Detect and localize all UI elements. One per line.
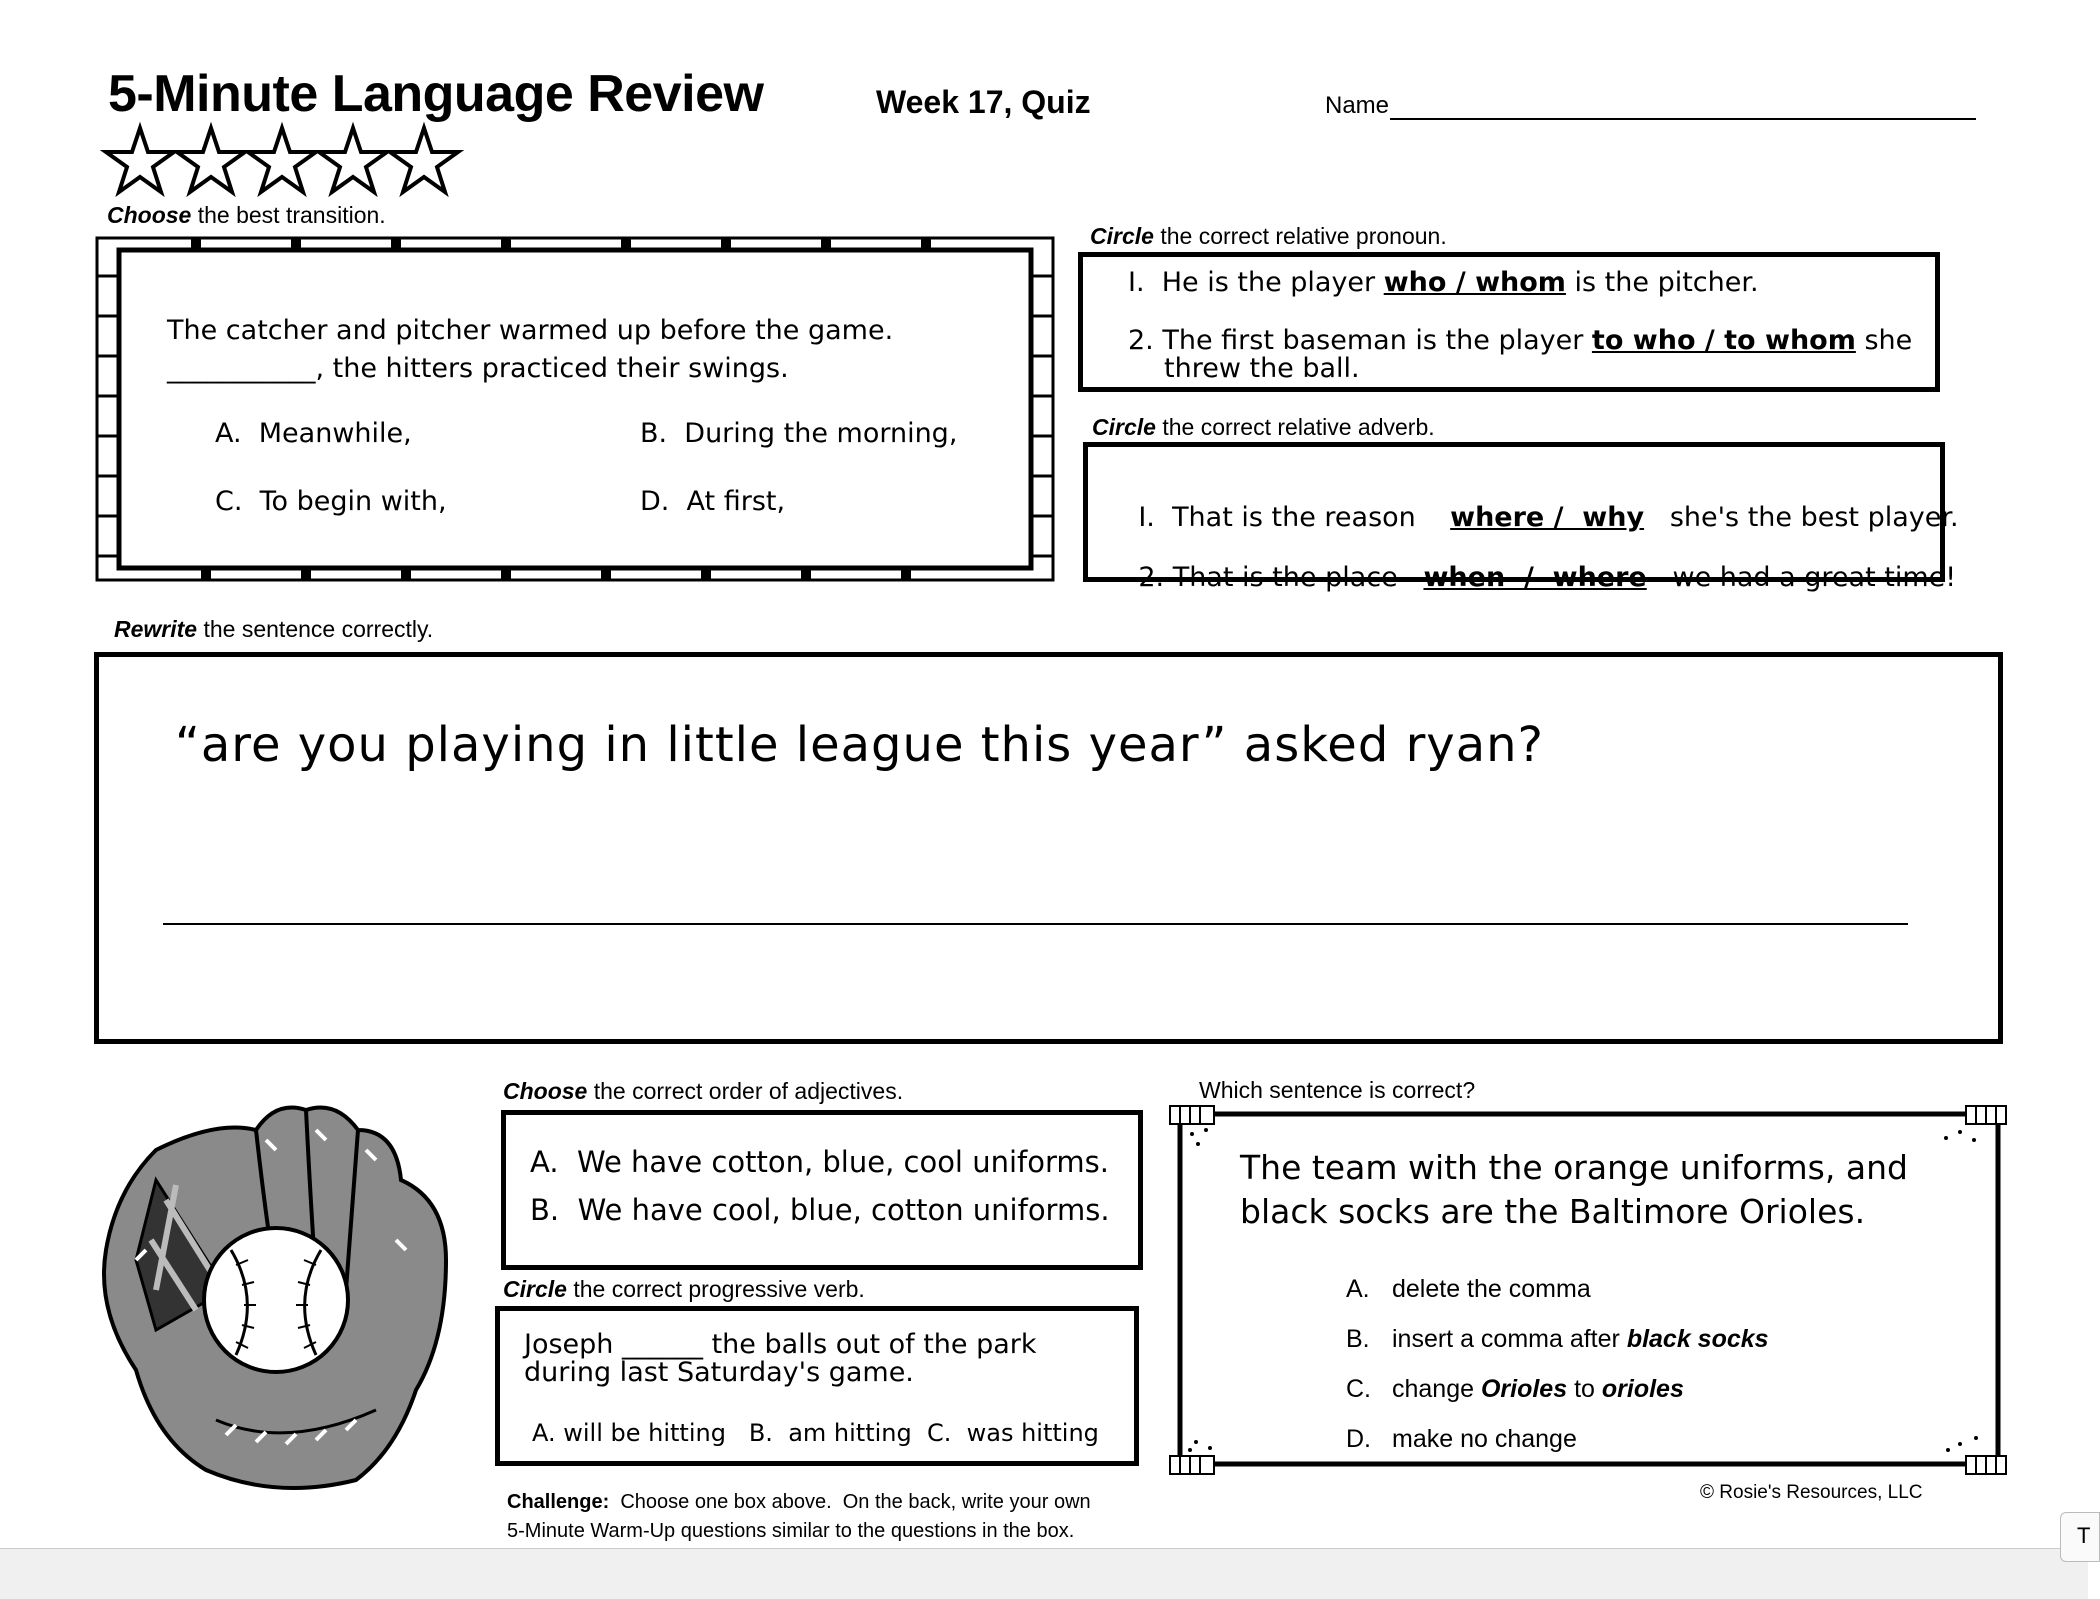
- star-icon: [177, 128, 245, 192]
- progressive-sentence: Joseph ______ the balls out of the park during last Saturday's game.: [524, 1329, 1037, 1388]
- pronoun-question-2: 2. The first baseman is the player to who / to whom she threw the ball.: [1128, 325, 1913, 384]
- pronoun-choice-2[interactable]: to who / to whom: [1591, 325, 1856, 356]
- correct-sentence-instruction: Which sentence is correct?: [1199, 1077, 1476, 1103]
- adverb-choice-2[interactable]: when / where: [1423, 562, 1647, 593]
- star-icon: [319, 128, 387, 192]
- week-label: Week 17, Quiz: [876, 84, 1091, 120]
- adjectives-option-a[interactable]: A. We have cotton, blue, cool uniforms.: [530, 1145, 1109, 1179]
- side-tab[interactable]: T: [2060, 1512, 2100, 1562]
- transition-box: [95, 236, 1055, 582]
- star-icon: [106, 128, 174, 192]
- adjectives-option-b[interactable]: B. We have cool, blue, cotton uniforms.: [530, 1193, 1110, 1227]
- correct-option-d[interactable]: D. make no change: [1346, 1425, 1577, 1453]
- star-icon: [390, 128, 458, 192]
- option-b[interactable]: B. During the morning,: [640, 418, 958, 449]
- option-d[interactable]: D. At first,: [640, 486, 786, 517]
- copyright: © Rosie's Resources, LLC: [1700, 1482, 1923, 1503]
- name-label: Name: [1325, 92, 1390, 119]
- option-a[interactable]: A. Meanwhile,: [215, 418, 412, 449]
- pronoun-instruction: Circle the correct relative pronoun.: [1090, 223, 1447, 249]
- fence-border-icon: [95, 236, 1055, 582]
- rewrite-box: [94, 652, 2003, 1044]
- transition-instruction: Choose the best transition.: [107, 202, 386, 228]
- correct-option-b[interactable]: B. insert a comma after black socks: [1346, 1325, 1769, 1353]
- progressive-instruction: Circle the correct progressive verb.: [503, 1276, 865, 1302]
- pronoun-choice-1[interactable]: who / whom: [1383, 267, 1566, 298]
- baseball-glove-icon: [96, 1090, 456, 1490]
- correct-sentence-box: [1170, 1104, 2010, 1476]
- challenge-text: Challenge: Choose one box above. On the back, write your own 5-Minute Warm-Up questions similar to the questions in the box.: [507, 1491, 1091, 1542]
- correct-options: [1346, 1264, 1769, 1464]
- viewer-bottom-bar: [0, 1548, 2088, 1599]
- instruction-verb: Choose: [107, 202, 192, 228]
- transition-passage: The catcher and pitcher warmed up before the game. ___________, the hitters practiced their swings.: [167, 315, 894, 384]
- progressive-options[interactable]: A. will be hitting B. am hitting C. was hitting: [532, 1419, 1099, 1447]
- adverb-question-1: I. That is the reason where / why she's the best player.: [1138, 502, 1959, 533]
- progressive-box: [495, 1306, 1139, 1466]
- rewrite-sentence: “are you playing in little league this year” asked ryan?: [175, 717, 1545, 773]
- adverb-question-2: 2. That is the place when / where we had a great time!: [1138, 562, 1957, 593]
- name-line: [1390, 118, 1976, 120]
- pronoun-box: [1078, 252, 1940, 392]
- adverb-choice-1[interactable]: where / why: [1450, 502, 1645, 533]
- adverb-instruction: Circle the correct relative adverb.: [1092, 414, 1435, 440]
- rating-stars: [104, 124, 464, 198]
- adjectives-box: [501, 1110, 1143, 1270]
- star-icon: [248, 128, 316, 192]
- adverb-box: [1083, 442, 1959, 593]
- correct-option-a[interactable]: A. delete the comma: [1346, 1275, 1591, 1303]
- correct-sentence-text: The team with the orange uniforms, and black socks are the Baltimore Orioles.: [1240, 1148, 1908, 1231]
- correct-option-c[interactable]: C. change Orioles to orioles: [1346, 1375, 1684, 1403]
- adjectives-instruction: Choose the correct order of adjectives.: [503, 1078, 904, 1104]
- option-c[interactable]: C. To begin with,: [215, 486, 447, 517]
- pronoun-question-1: I. He is the player who / whom is the pitcher.: [1128, 267, 1759, 298]
- worksheet-title: 5-Minute Language Review: [108, 65, 764, 123]
- rewrite-instruction: Rewrite the sentence correctly.: [114, 616, 434, 642]
- answer-line[interactable]: [163, 923, 1908, 925]
